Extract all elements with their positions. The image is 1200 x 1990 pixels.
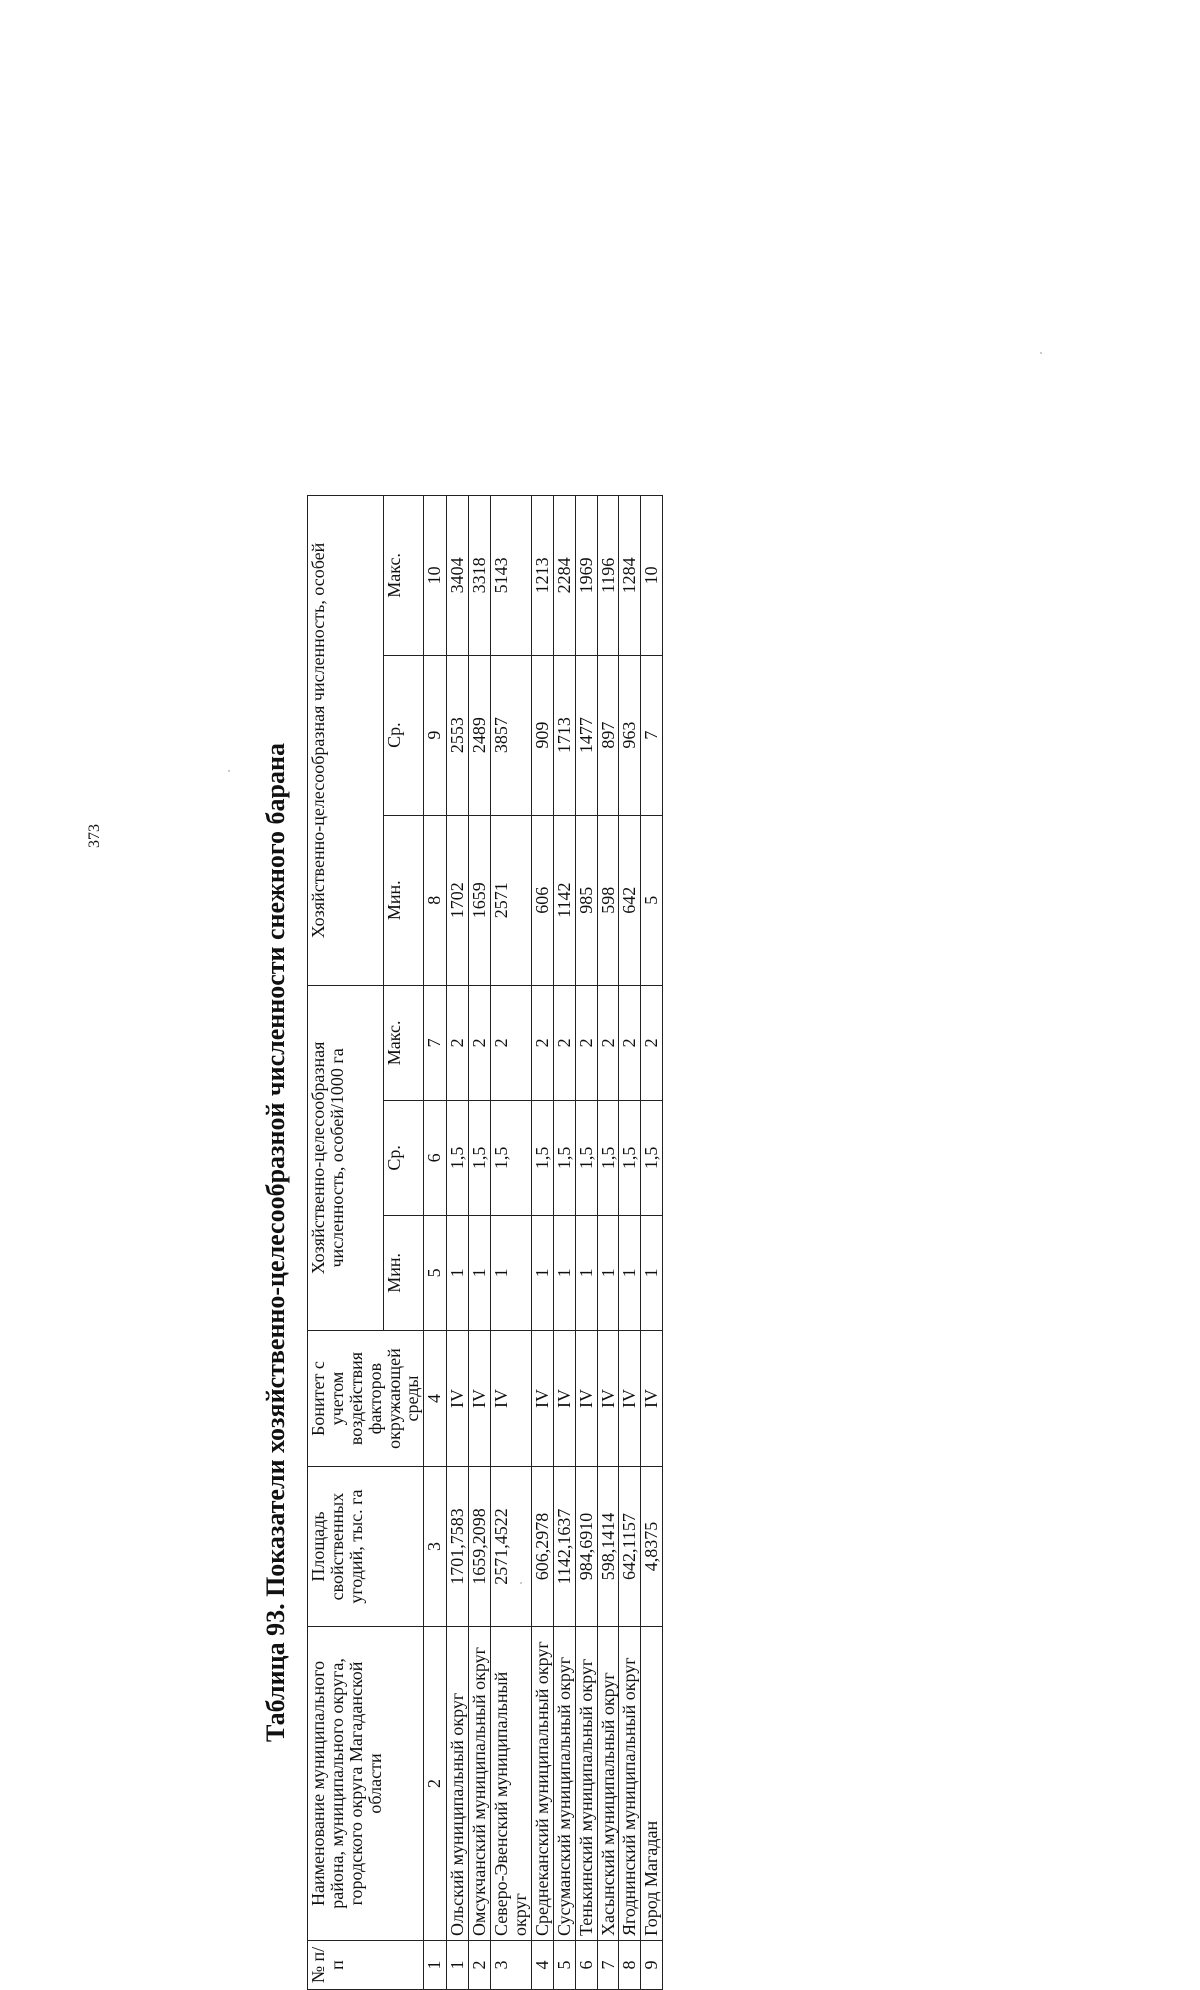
row-count-min: 985 xyxy=(575,815,597,985)
row-count-avg: 909 xyxy=(531,655,553,815)
row-bonitet: IV xyxy=(575,1330,597,1466)
row-density-avg: 1,5 xyxy=(641,1100,663,1215)
row-count-max: 1196 xyxy=(597,496,619,656)
row-count-max: 1969 xyxy=(575,496,597,656)
row-count-min: 642 xyxy=(619,815,641,985)
row-count-min: 2571 xyxy=(491,815,532,985)
row-count-min: 1142 xyxy=(553,815,575,985)
table-row xyxy=(619,496,641,1990)
column-number: 2 xyxy=(424,1626,447,1940)
row-name: Тенькинский муниципальный округ xyxy=(575,1626,597,1940)
row-density-max: 2 xyxy=(491,985,532,1100)
row-area: 606,2978 xyxy=(531,1467,553,1627)
data-table xyxy=(307,495,663,1990)
row-density-max: 2 xyxy=(553,985,575,1100)
column-number: 4 xyxy=(424,1330,447,1466)
row-area: 984,6910 xyxy=(575,1467,597,1627)
row-number: 3 xyxy=(491,1941,532,1990)
row-count-max: 1284 xyxy=(619,496,641,656)
row-density-avg: 1,5 xyxy=(469,1100,491,1215)
row-count-min: 1659 xyxy=(469,815,491,985)
row-density-avg: 1,5 xyxy=(531,1100,553,1215)
row-count-avg: 7 xyxy=(641,655,663,815)
row-count-min: 606 xyxy=(531,815,553,985)
row-density-max: 2 xyxy=(469,985,491,1100)
rotated-table-region xyxy=(255,495,930,1990)
row-area: 1142,1637 xyxy=(553,1467,575,1627)
row-area: 598,1414 xyxy=(597,1467,619,1627)
row-count-max: 3404 xyxy=(447,496,469,656)
column-number: 6 xyxy=(424,1100,447,1215)
row-number: 4 xyxy=(531,1941,553,1990)
row-name: Хасынский муниципальный округ xyxy=(597,1626,619,1940)
row-area: 2571,4522 xyxy=(491,1467,532,1627)
row-density-min: 1 xyxy=(469,1215,491,1330)
row-count-avg: 3857 xyxy=(491,655,532,815)
table-row xyxy=(575,496,597,1990)
header-row-1 xyxy=(308,496,384,1990)
table-title: Таблица 93. Показатели хозяйственно-целесообразной численности снежного барана xyxy=(261,743,290,1743)
row-count-avg: 1713 xyxy=(553,655,575,815)
row-count-min: 598 xyxy=(597,815,619,985)
row-count-min: 5 xyxy=(641,815,663,985)
row-name: Сусуманский муниципальный округ xyxy=(553,1626,575,1940)
row-number: 6 xyxy=(575,1941,597,1990)
row-density-avg: 1,5 xyxy=(575,1100,597,1215)
scan-speck xyxy=(228,770,230,772)
row-density-max: 2 xyxy=(447,985,469,1100)
header-count-avg: Ср. xyxy=(383,655,424,815)
table-row xyxy=(641,496,663,1990)
row-density-avg: 1,5 xyxy=(619,1100,641,1215)
page-number: 373 xyxy=(86,824,103,848)
row-area: 1701,7583 xyxy=(447,1467,469,1627)
row-bonitet: IV xyxy=(531,1330,553,1466)
row-count-avg: 2553 xyxy=(447,655,469,815)
row-density-max: 2 xyxy=(597,985,619,1100)
row-density-avg: 1,5 xyxy=(597,1100,619,1215)
row-bonitet: IV xyxy=(641,1330,663,1466)
header-density-max: Макс. xyxy=(383,985,424,1100)
column-number: 10 xyxy=(424,496,447,656)
row-name: Ягоднинский муниципальный округ xyxy=(619,1626,641,1940)
row-density-max: 2 xyxy=(531,985,553,1100)
table-row xyxy=(553,496,575,1990)
column-number: 8 xyxy=(424,815,447,985)
row-density-avg: 1,5 xyxy=(553,1100,575,1215)
header-density-group: Хозяйственно-целесообразная численность, особей/1000 га xyxy=(308,985,384,1330)
row-number: 7 xyxy=(597,1941,619,1990)
row-count-avg: 2489 xyxy=(469,655,491,815)
row-count-max: 10 xyxy=(641,496,663,656)
header-name: Наименование муниципального района, муниципального округа, городского округа Магаданской области xyxy=(308,1626,424,1940)
row-number: 8 xyxy=(619,1941,641,1990)
header-density-avg: Ср. xyxy=(383,1100,424,1215)
row-number: 9 xyxy=(641,1941,663,1990)
row-density-min: 1 xyxy=(641,1215,663,1330)
row-number: 2 xyxy=(469,1941,491,1990)
header-density-min: Мин. xyxy=(383,1215,424,1330)
row-density-avg: 1,5 xyxy=(491,1100,532,1215)
row-area: 642,1157 xyxy=(619,1467,641,1627)
row-count-max: 2284 xyxy=(553,496,575,656)
row-density-max: 2 xyxy=(619,985,641,1100)
row-density-avg: 1,5 xyxy=(447,1100,469,1215)
column-number-row xyxy=(424,496,447,1990)
row-density-min: 1 xyxy=(447,1215,469,1330)
row-area: 1659,2098 xyxy=(469,1467,491,1627)
header-count-min: Мин. xyxy=(383,815,424,985)
header-no: № п/п xyxy=(308,1941,424,1990)
row-count-avg: 897 xyxy=(597,655,619,815)
row-density-min: 1 xyxy=(531,1215,553,1330)
row-density-min: 1 xyxy=(597,1215,619,1330)
column-number: 7 xyxy=(424,985,447,1100)
row-density-max: 2 xyxy=(641,985,663,1100)
column-number: 3 xyxy=(424,1467,447,1627)
row-name: Ольский муниципальный округ xyxy=(447,1626,469,1940)
row-area: 4,8375 xyxy=(641,1467,663,1627)
table-row xyxy=(491,496,532,1990)
row-count-max: 3318 xyxy=(469,496,491,656)
column-number: 5 xyxy=(424,1215,447,1330)
row-count-avg: 963 xyxy=(619,655,641,815)
row-name: Северо-Эвенский муниципальный округ xyxy=(491,1626,532,1940)
table-row xyxy=(531,496,553,1990)
row-number: 1 xyxy=(447,1941,469,1990)
row-count-max: 5143 xyxy=(491,496,532,656)
table-row xyxy=(597,496,619,1990)
row-count-avg: 1477 xyxy=(575,655,597,815)
row-bonitet: IV xyxy=(597,1330,619,1466)
table-row xyxy=(447,496,469,1990)
table-row xyxy=(469,496,491,1990)
row-bonitet: IV xyxy=(553,1330,575,1466)
row-name: Город Магадан xyxy=(641,1626,663,1940)
row-name: Омсукчанский муниципальный округ xyxy=(469,1626,491,1940)
row-density-min: 1 xyxy=(553,1215,575,1330)
column-number: 9 xyxy=(424,655,447,815)
row-bonitet: IV xyxy=(619,1330,641,1466)
row-bonitet: IV xyxy=(491,1330,532,1466)
row-bonitet: IV xyxy=(447,1330,469,1466)
scan-speck xyxy=(1040,352,1042,354)
column-number: 1 xyxy=(424,1941,447,1990)
row-density-min: 1 xyxy=(619,1215,641,1330)
row-density-max: 2 xyxy=(575,985,597,1100)
row-count-max: 1213 xyxy=(531,496,553,656)
row-name: Среднеканский муниципальный округ xyxy=(531,1626,553,1940)
header-bonitet: Бонитет с учетом воздействия факторов окружающей среды xyxy=(308,1330,424,1466)
row-bonitet: IV xyxy=(469,1330,491,1466)
header-count-max: Макс. xyxy=(383,496,424,656)
header-count-group: Хозяйственно-целесообразная численность, особей xyxy=(308,496,384,986)
row-density-min: 1 xyxy=(491,1215,532,1330)
scan-speck xyxy=(520,1582,522,1584)
row-density-min: 1 xyxy=(575,1215,597,1330)
header-area: Площадь свойственных угодий, тыс. га xyxy=(308,1467,424,1627)
row-number: 5 xyxy=(553,1941,575,1990)
row-count-min: 1702 xyxy=(447,815,469,985)
